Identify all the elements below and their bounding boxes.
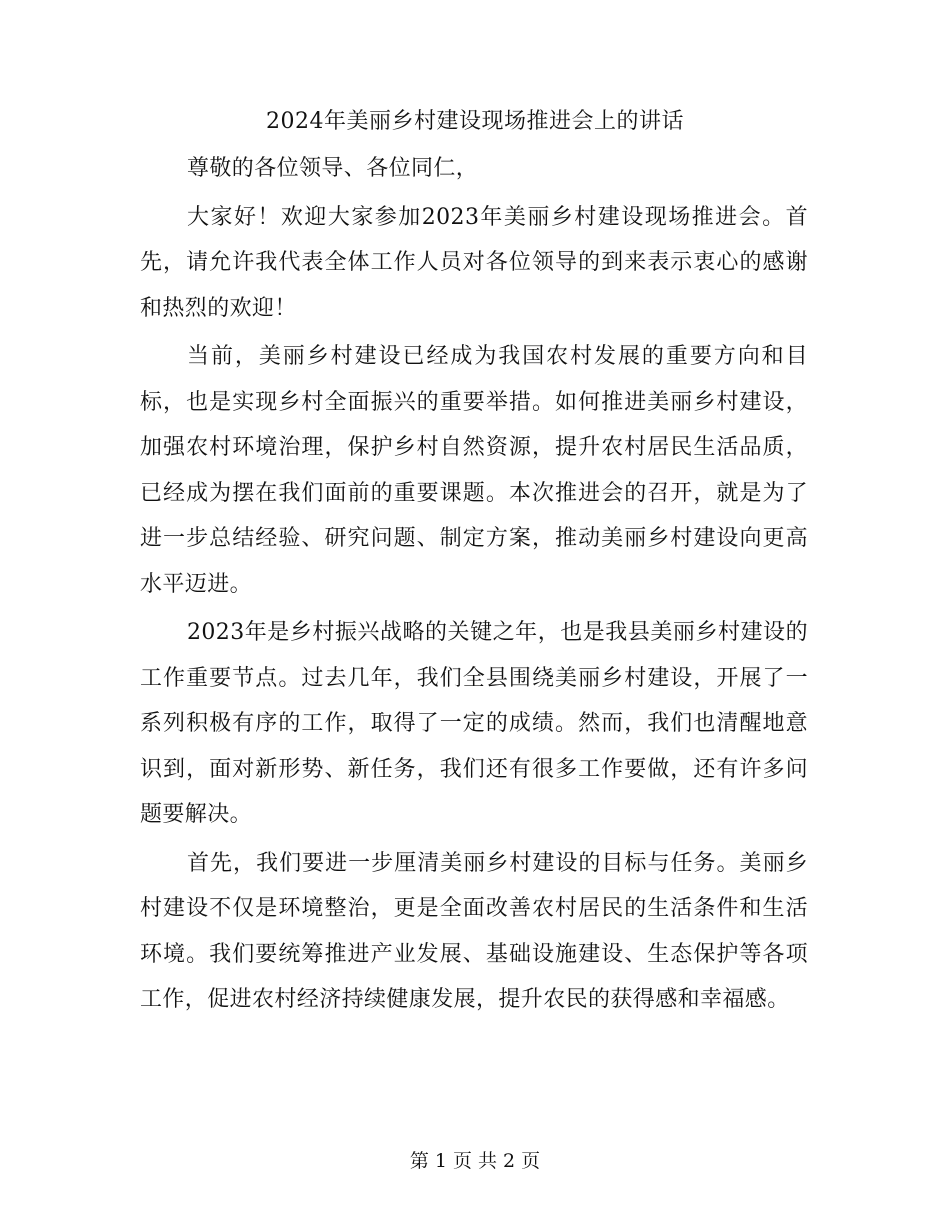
document-body xyxy=(140,146,808,1026)
page-number-footer xyxy=(0,1146,950,1176)
document-title: 2024年美丽乡村建设现场推进会上的讲话 xyxy=(266,109,684,134)
page-number-text: 第 1 页 共 2 页 xyxy=(409,1150,541,1172)
greeting-paragraph: 大家好！欢迎大家参加2023年美丽乡村建设现场推进会。首先，请允许我代表全体工作人员对各位领导的到来表示衷心的感谢和热烈的欢迎！ xyxy=(140,204,808,321)
body-paragraph: 当前，美丽乡村建设已经成为我国农村发展的重要方向和目标，也是实现乡村全面振兴的重要举措。如何推进美丽乡村建设，加强农村环境治理，保护乡村自然资源，提升农村居民生活品质，已经成为摆在我们面前的重要课题。本次推进会的召开，就是为了进一步总结经验、研究问题、制定方案，推动美丽乡村建设向更高水平迈进。 xyxy=(140,344,808,597)
body-paragraph: 首先，我们要进一步厘清美丽乡村建设的目标与任务。美丽乡村建设不仅是环境整治，更是全面改善农村居民的生活条件和生活环境。我们要统筹推进产业发展、基础设施建设、生态保护等各项工作，促进农村经济持续健康发展，提升农民的获得感和幸福感。 xyxy=(140,850,808,1012)
salutation-paragraph: 尊敬的各位领导、各位同仁， xyxy=(187,156,479,181)
body-paragraph: 2023年是乡村振兴战略的关键之年，也是我县美丽乡村建设的工作重要节点。过去几年，我们全县围绕美丽乡村建设，开展了一系列积极有序的工作，取得了一定的成绩。然而，我们也清醒地意识到，面对新形势、新任务，我们还有很多工作要做，还有许多问题要解决。 xyxy=(140,620,808,827)
